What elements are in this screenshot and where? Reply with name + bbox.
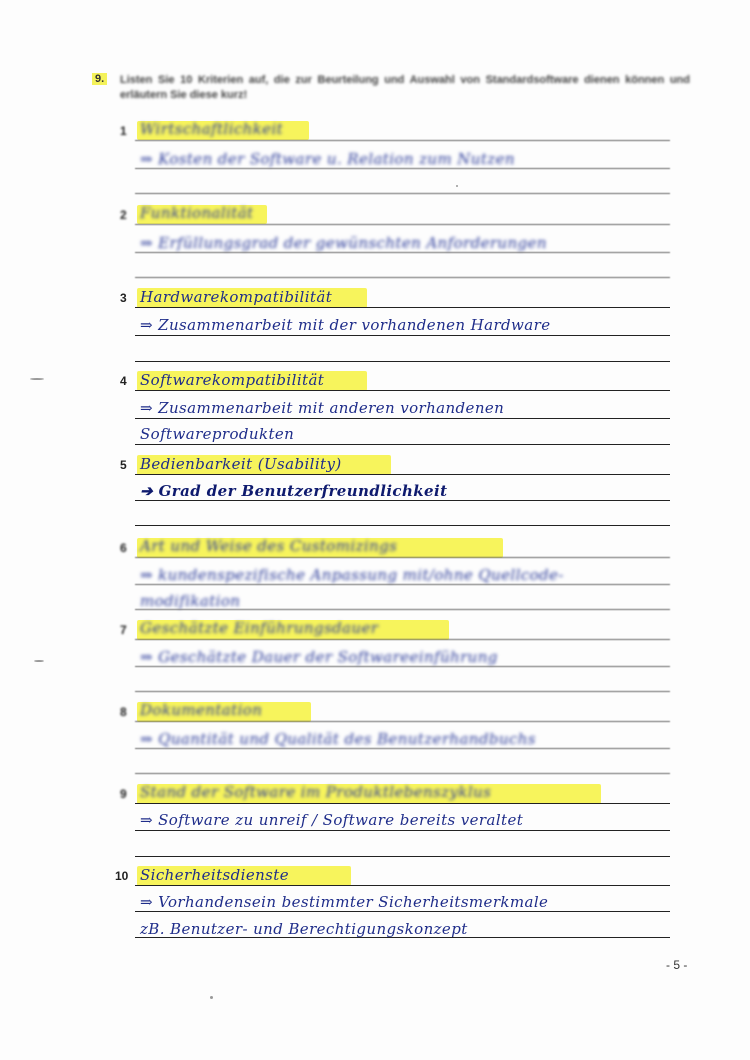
criterion-title: Dokumentation — [140, 701, 263, 719]
answer-line — [135, 773, 670, 774]
answer-line — [135, 856, 670, 857]
item-number: 9 — [120, 787, 127, 801]
answer-line — [135, 277, 670, 278]
answer-line — [135, 224, 670, 225]
scan-speck — [210, 996, 213, 999]
criterion-explanation: ⇒ Software zu unreif / Software bereits veraltet — [140, 811, 524, 829]
answer-line — [135, 335, 670, 336]
answer-line — [135, 666, 670, 667]
question-number: 9. — [92, 73, 107, 85]
criterion-explanation: ➔ Grad der Benutzerfreundlichkeit — [140, 482, 448, 500]
answer-line — [135, 557, 670, 558]
answer-line — [135, 307, 670, 308]
answer-line — [135, 691, 670, 692]
answer-line — [135, 193, 670, 194]
answer-line — [135, 252, 670, 253]
answer-line — [135, 885, 670, 886]
criterion-explanation-cont: zB. Benutzer- und Berechtigungskonzept — [140, 920, 468, 938]
answer-line — [135, 168, 670, 169]
scan-speck — [30, 378, 44, 380]
answer-line — [135, 444, 670, 445]
answer-line — [135, 639, 670, 640]
answer-line — [135, 911, 670, 912]
item-number: 5 — [120, 458, 127, 472]
criterion-title: Funktionalität — [140, 204, 254, 222]
criterion-title: Geschätzte Einführungsdauer — [140, 619, 379, 637]
answer-line — [135, 748, 670, 749]
criterion-explanation: ⇒ Kosten der Software u. Relation zum Nutzen — [140, 150, 515, 168]
item-number: 6 — [120, 541, 127, 555]
answer-line — [135, 803, 670, 804]
scan-speck — [456, 185, 458, 187]
answer-line — [135, 418, 670, 419]
answer-line — [135, 525, 670, 526]
answer-line — [135, 140, 670, 141]
item-number: 4 — [120, 374, 127, 388]
answer-line — [135, 474, 670, 475]
answer-line — [135, 390, 670, 391]
answer-line — [135, 500, 670, 501]
criterion-explanation: ⇒ kundenspezifische Anpassung mit/ohne Quellcode- — [140, 566, 564, 584]
answer-line — [135, 584, 670, 585]
criterion-explanation: ⇒ Zusammenarbeit mit anderen vorhandenen — [140, 399, 505, 417]
item-number: 7 — [120, 623, 127, 637]
criterion-title: Bedienbarkeit (Usability) — [140, 455, 342, 473]
criterion-explanation: ⇒ Geschätzte Dauer der Softwareeinführung — [140, 648, 498, 666]
item-number: 2 — [120, 208, 127, 222]
criterion-title: Hardwarekompatibilität — [140, 288, 333, 306]
criterion-explanation-cont: modifikation — [140, 592, 241, 610]
criterion-title: Stand der Software im Produktlebenszyklus — [140, 783, 492, 801]
answer-line — [135, 937, 670, 938]
page-number: - 5 - — [666, 958, 688, 972]
question-text: Listen Sie 10 Kriterien auf, die zur Beurteilung und Auswahl von Standardsoftware dienen können und erläutern Sie diese kurz! — [120, 74, 690, 101]
criterion-explanation: ⇒ Quantität und Qualität des Benutzerhandbuchs — [140, 730, 536, 748]
criterion-explanation: ⇒ Erfüllungsgrad der gewünschten Anforderungen — [140, 234, 547, 252]
answer-line — [135, 721, 670, 722]
criterion-explanation: ⇒ Zusammenarbeit mit der vorhandenen Hardware — [140, 316, 551, 334]
criterion-title: Wirtschaftlichkeit — [140, 120, 284, 138]
criterion-title: Sicherheitsdienste — [140, 866, 289, 884]
answer-line — [135, 609, 670, 610]
item-number: 1 — [120, 124, 127, 138]
answer-line — [135, 830, 670, 831]
item-number: 3 — [120, 291, 127, 305]
item-number: 8 — [120, 705, 127, 719]
criterion-explanation-cont: Softwareprodukten — [140, 425, 295, 443]
criterion-title: Art und Weise des Customizings — [140, 537, 398, 555]
answer-line — [135, 361, 670, 362]
criterion-title: Softwarekompatibilität — [140, 371, 325, 389]
item-number: 10 — [115, 869, 129, 883]
criterion-explanation: ⇒ Vorhandensein bestimmter Sicherheitsmerkmale — [140, 893, 549, 911]
scan-speck — [34, 660, 44, 662]
